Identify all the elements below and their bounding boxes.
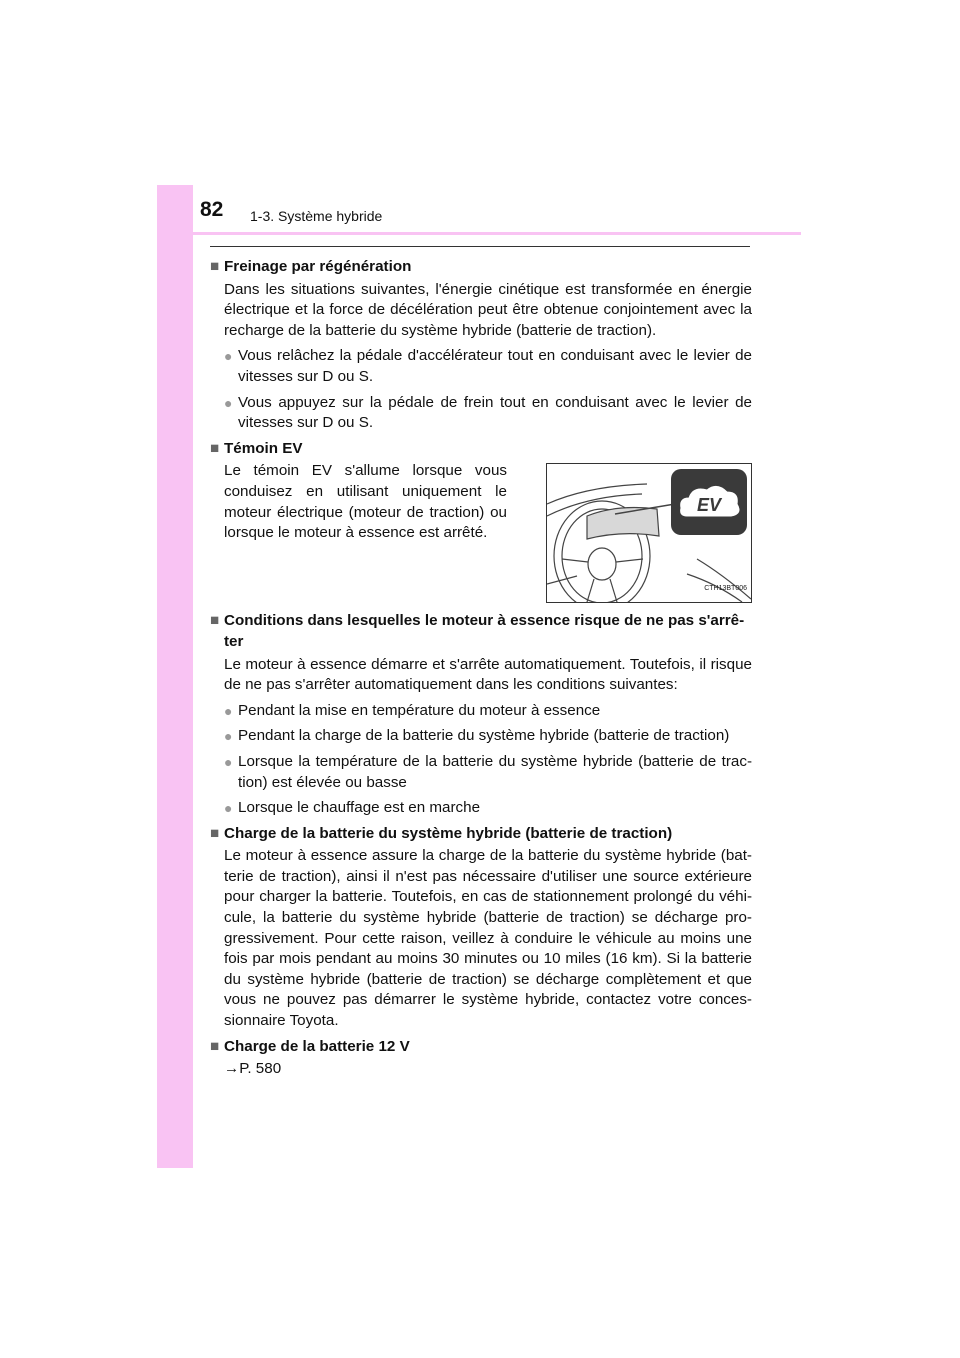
list-item xyxy=(224,726,752,747)
section-12v-battery-charge xyxy=(210,1037,752,1080)
paragraph: Le moteur à essence démarre et s'arrête automatiquement. Toutefois, il risque de ne pas s'arrêter automatiquement dans les conditions suivantes: xyxy=(224,655,752,694)
list-item-text: Vous relâchez la pédale d'accélérateur tout en conduisant avec le levier de vitesses sur D ou S. xyxy=(238,347,752,385)
heading-text: Charge de la batterie 12 V xyxy=(224,1037,410,1055)
list-item xyxy=(224,393,752,434)
section-title: 1-3. Système hybride xyxy=(250,208,383,224)
section-heading xyxy=(210,257,752,278)
list-item xyxy=(224,752,752,793)
heading-text: Conditions dans lesquelles le moteur à essence risque de ne pas s'arrê-ter xyxy=(224,612,745,650)
figure-code: CTH13BT006 xyxy=(704,584,747,592)
bullet-icon: ● xyxy=(224,702,233,719)
section-heading xyxy=(210,824,752,845)
ev-row xyxy=(224,461,752,603)
section-ev-indicator xyxy=(210,439,752,604)
list-item-text: Pendant la mise en température du moteur à essence xyxy=(238,701,601,719)
bullet-icon: ● xyxy=(224,394,233,411)
ev-indicator-label: EV xyxy=(696,495,722,516)
list-item-text: Lorsque le chauffage est en marche xyxy=(238,799,481,817)
section-heading xyxy=(210,611,752,652)
section-heading xyxy=(210,1037,752,1058)
bullet-icon: ● xyxy=(224,800,233,817)
chapter-tab-band xyxy=(157,185,193,1168)
list-item-text: Vous appuyez sur la pédale de frein tout en conduisant avec le levier de vitesses sur D ou S. xyxy=(238,393,752,432)
paragraph: Le témoin EV s'allume lorsque vous conduisez en utilisant uniquement le moteur électrique (moteur de traction) ou lorsque le moteur à essence est arrêté. xyxy=(224,462,507,542)
header-rule xyxy=(157,232,801,235)
page-reference-link[interactable]: →P. 580 xyxy=(224,1060,282,1078)
paragraph: Le moteur à essence assure la charge de la batterie du système hybride (bat-terie de traction), ainsi il n'est pas nécessaire d'utiliser une source extérieure pour charger la batterie. Toutefois, en cas de stationnement prolongé du véhi-cule, la batterie du système hybride (batterie de traction) se décharge pro-gressivement. Pour cette raison, veillez à conduire le véhicule au moins une fois par mois pendant au moins 30 minutes ou 10 miles (16 km). Si la batterie du système hybride (batterie de traction) se décharge complètement et que vous ne pouvez pas démarrer le système hybride, contactez votre conces-sionnaire Toyota. xyxy=(224,847,752,1030)
list-item xyxy=(224,346,752,387)
section-hybrid-battery-charge xyxy=(210,824,752,1032)
section-engine-stop-conditions xyxy=(210,611,752,818)
bullet-icon: ● xyxy=(224,728,233,745)
bullet-icon: ● xyxy=(224,348,233,365)
list-item-text: Pendant la charge de la batterie du système hybride (batterie de traction) xyxy=(238,727,730,745)
list-item-text: Lorsque la température de la batterie du système hybride (batterie de trac-tion) est élevée ou basse xyxy=(238,752,752,791)
square-bullet-icon: ■ xyxy=(210,258,220,275)
heading-text: Freinage par régénération xyxy=(224,258,412,275)
section-regenerative-braking xyxy=(210,257,752,434)
content-divider xyxy=(210,246,750,247)
square-bullet-icon: ■ xyxy=(210,612,220,630)
square-bullet-icon: ■ xyxy=(210,439,220,457)
dashboard-illustration xyxy=(546,463,752,603)
paragraph: Dans les situations suivantes, l'énergie cinétique est transformée en énergie électrique et la force de décélération peut être obtenue conjointement avec la recharge de la batterie du système hybride (batterie de traction). xyxy=(224,280,752,339)
square-bullet-icon: ■ xyxy=(210,1037,220,1055)
section-heading xyxy=(210,439,752,460)
bullet-icon: ● xyxy=(224,753,233,770)
heading-text: Témoin EV xyxy=(224,439,303,457)
list-item xyxy=(224,701,752,722)
square-bullet-icon: ■ xyxy=(210,824,220,842)
heading-text: Charge de la batterie du système hybride (batterie de traction) xyxy=(224,824,673,842)
page-number: 82 xyxy=(200,198,224,221)
page-content xyxy=(210,257,752,1084)
list-item xyxy=(224,798,752,819)
